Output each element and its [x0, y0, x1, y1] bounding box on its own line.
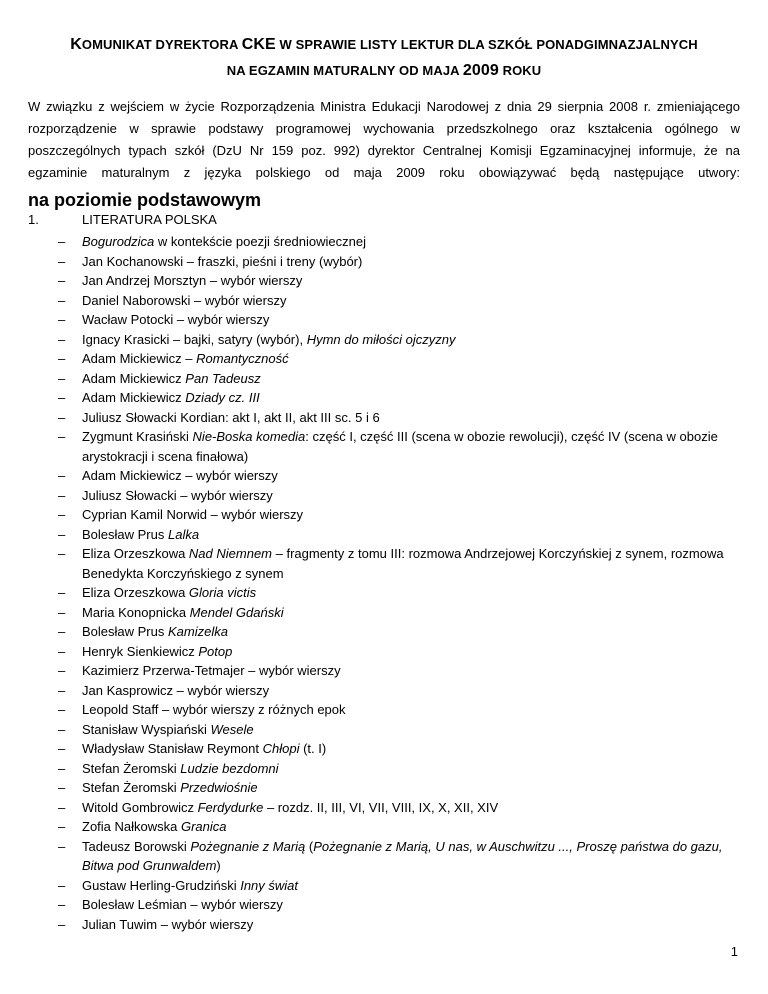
item-text: (	[305, 838, 314, 854]
list-item	[0, 661, 768, 681]
work-title: Wesele	[210, 721, 254, 737]
dash-bullet: –	[58, 741, 66, 756]
work-title: Nad Niemnem	[188, 546, 273, 561]
work-title: Potop	[198, 643, 233, 659]
dash-bullet: –	[58, 624, 66, 639]
list-item	[0, 544, 768, 583]
title-initial: K	[70, 36, 82, 53]
item-text: Jan Andrzej Morsztyn – wybór wierszy	[82, 273, 303, 288]
list-item	[0, 388, 768, 408]
item-text: Adam Mickiewicz – wybór wierszy	[82, 468, 278, 483]
item-text: Zygmunt Krasiński	[82, 429, 193, 444]
dash-bullet: –	[58, 370, 66, 386]
item-text: Stefan Żeromski	[82, 780, 181, 795]
list-item	[0, 622, 768, 642]
item-text: Bolesław Prus	[82, 624, 168, 639]
dash-bullet: –	[58, 799, 66, 815]
dash-bullet: –	[58, 682, 66, 698]
dash-bullet: –	[58, 390, 66, 405]
list-item	[0, 778, 768, 798]
list-item	[0, 486, 768, 506]
item-text: Juliusz Słowacki Kordian: akt I, akt II, akt III sc. 5 i 6	[82, 409, 380, 425]
dash-bullet: –	[58, 429, 66, 444]
dash-bullet: –	[58, 312, 66, 327]
title-part-a: OMUNIKAT DYREKTORA	[81, 37, 242, 52]
list-item	[0, 252, 768, 272]
work-title: Nie-Boska komedia	[192, 429, 306, 444]
item-text: Eliza Orzeszkowa	[82, 546, 189, 561]
dash-bullet: –	[58, 721, 66, 737]
document-title-line-2	[0, 62, 768, 80]
dash-bullet: –	[58, 897, 66, 912]
item-text: – rozdz. II, III, VI, VII, VIII, IX, X, XII, XIV	[263, 799, 499, 815]
work-title: Chłopi	[262, 741, 300, 756]
title-line2-a: NA EGZAMIN MATURALNY OD MAJA	[226, 63, 463, 78]
work-title: Gloria victis	[188, 585, 257, 600]
list-item	[0, 700, 768, 720]
item-text: Adam Mickiewicz –	[82, 351, 197, 366]
list-item	[0, 837, 768, 876]
dash-bullet: –	[58, 351, 66, 366]
item-text: Zofia Nałkowska	[82, 819, 181, 834]
item-text: Gustaw Herling-Grudziński	[82, 877, 241, 893]
reading-list	[0, 232, 768, 934]
dash-bullet: –	[58, 546, 66, 561]
work-title: Przedwiośnie	[180, 780, 258, 795]
work-title: Bogurodzica	[82, 234, 155, 249]
list-item	[0, 232, 768, 252]
item-text: Stefan Żeromski	[82, 760, 181, 776]
item-text: Maria Konopnicka	[82, 604, 190, 620]
list-item	[0, 330, 768, 350]
item-text: Eliza Orzeszkowa	[82, 585, 189, 600]
title-line2-b: ROKU	[498, 63, 542, 78]
item-text: Stanisław Wyspiański	[82, 721, 211, 737]
list-item	[0, 583, 768, 603]
title-year: 2009	[462, 62, 499, 79]
title-cke: CKE	[241, 36, 276, 53]
section-title: LITERATURA POLSKA	[82, 212, 217, 227]
list-item	[0, 525, 768, 545]
item-text: Adam Mickiewicz	[82, 370, 186, 386]
item-text: Bolesław Leśmian – wybór wierszy	[82, 897, 283, 912]
dash-bullet: –	[58, 643, 66, 659]
list-item	[0, 798, 768, 818]
page-number: 1	[730, 944, 738, 959]
work-title: Ferdydurke	[197, 799, 264, 815]
dash-bullet: –	[58, 253, 66, 269]
item-text: Tadeusz Borowski	[82, 838, 191, 854]
dash-bullet: –	[58, 760, 66, 776]
work-title: Pożegnanie z Marią	[190, 838, 306, 854]
list-item	[0, 739, 768, 759]
item-text: )	[216, 858, 221, 873]
item-text: Leopold Staff – wybór wierszy z różnych epok	[82, 702, 346, 717]
dash-bullet: –	[58, 604, 66, 620]
list-item	[0, 759, 768, 779]
list-item	[0, 291, 768, 311]
intro-paragraph: W związku z wejściem w życie Rozporządzenia Ministra Edukacji Narodowej z dnia 29 sierpnia 2008 r. zmieniającego rozporządzenie w sprawie podstawy programowej wychowania przedszkolnego oraz kształcenia ogólnego w poszczególnych typach szkół (DzU Nr 159 poz. 992) dyrektor Centralnej Komisji Egzaminacyjnej informuje, że na egzaminie maturalnym z języka polskiego od maja 2009 roku obowiązywać będą następujące utwory:	[28, 99, 740, 180]
list-item	[0, 369, 768, 389]
work-title: Pożegnanie z Marią, U nas, w Auschwitzu ..., Proszę państwa do gazu, Bitwa pod Grunwaldem	[82, 838, 723, 873]
work-title: Pan Tadeusz	[185, 370, 261, 386]
list-item	[0, 603, 768, 623]
list-item	[0, 915, 768, 935]
item-text: Cyprian Kamil Norwid – wybór wierszy	[82, 507, 304, 522]
dash-bullet: –	[58, 838, 66, 854]
item-text: Julian Tuwim – wybór wierszy	[82, 916, 254, 932]
item-text: Ignacy Krasicki – bajki, satyry (wybór),	[82, 331, 307, 347]
list-item	[0, 408, 768, 428]
level-heading: na poziomie podstawowym	[28, 190, 262, 210]
item-text: Adam Mickiewicz	[82, 390, 186, 405]
dash-bullet: –	[58, 468, 66, 483]
list-item	[0, 466, 768, 486]
list-item	[0, 349, 768, 369]
dash-bullet: –	[58, 819, 66, 834]
item-text: Jan Kochanowski – fraszki, pieśni i treny (wybór)	[82, 253, 363, 269]
work-title: Hymn do miłości ojczyzny	[306, 331, 456, 347]
item-text: Juliusz Słowacki – wybór wierszy	[82, 487, 273, 503]
dash-bullet: –	[58, 916, 66, 932]
work-title: Romantyczność	[196, 351, 289, 366]
dash-bullet: –	[58, 585, 66, 600]
section-number: 1.	[28, 212, 39, 227]
list-item	[0, 505, 768, 525]
list-item	[0, 817, 768, 837]
work-title: Inny świat	[240, 877, 299, 893]
list-item	[0, 310, 768, 330]
work-title: Lalka	[167, 526, 200, 542]
work-title: Granica	[180, 819, 227, 834]
item-text: Wacław Potocki – wybór wierszy	[82, 312, 270, 327]
item-text: w kontekście poezji średniowiecznej	[154, 234, 366, 249]
title-part-b: W SPRAWIE LISTY LEKTUR DLA SZKÓŁ PONADGIMNAZJALNYCH	[275, 37, 698, 52]
dash-bullet: –	[58, 409, 66, 425]
dash-bullet: –	[58, 234, 66, 249]
dash-bullet: –	[58, 702, 66, 717]
list-item	[0, 642, 768, 662]
item-text: Daniel Naborowski – wybór wierszy	[82, 292, 287, 308]
work-title: Dziady cz. III	[185, 390, 260, 405]
item-text: Kazimierz Przerwa-Tetmajer – wybór wierszy	[82, 663, 341, 678]
list-item	[0, 720, 768, 740]
list-item	[0, 895, 768, 915]
item-text: Bolesław Prus	[82, 526, 168, 542]
dash-bullet: –	[58, 273, 66, 288]
dash-bullet: –	[58, 526, 66, 542]
dash-bullet: –	[58, 877, 66, 893]
dash-bullet: –	[58, 331, 66, 347]
dash-bullet: –	[58, 292, 66, 308]
item-text: Jan Kasprowicz – wybór wierszy	[82, 682, 270, 698]
work-title: Ludzie bezdomni	[180, 760, 279, 776]
list-item	[0, 876, 768, 896]
item-text: – fragmenty z tomu III: rozmowa Andrzejowej Korczyńskiej z synem, rozmowa Benedykta Korczyńskiego z synem	[82, 546, 724, 581]
list-item	[0, 271, 768, 291]
item-text: Henryk Sienkiewicz	[82, 643, 199, 659]
dash-bullet: –	[58, 780, 66, 795]
work-title: Kamizelka	[167, 624, 228, 639]
item-text: Władysław Stanisław Reymont	[82, 741, 263, 756]
dash-bullet: –	[58, 487, 66, 503]
list-item	[0, 427, 768, 466]
item-text: (t. I)	[299, 741, 327, 756]
item-text: Witold Gombrowicz	[82, 799, 198, 815]
document-title-line-1	[0, 36, 768, 54]
dash-bullet: –	[58, 663, 66, 678]
list-item	[0, 681, 768, 701]
work-title: Mendel Gdański	[189, 604, 284, 620]
item-text: : część I, część III (scena w obozie rewolucji), część IV (scena w obozie arystokracji i scena finałowa)	[82, 429, 718, 464]
dash-bullet: –	[58, 507, 66, 522]
